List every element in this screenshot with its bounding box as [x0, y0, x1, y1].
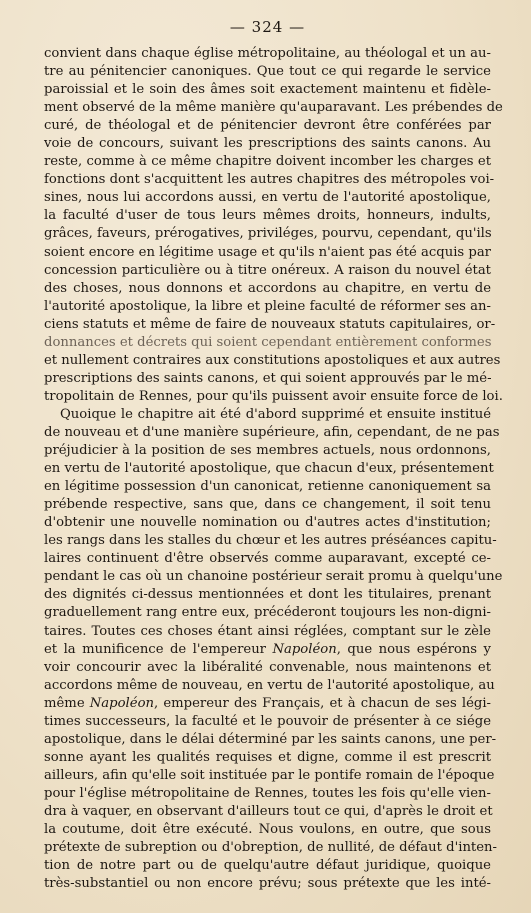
- text-line: pour l'église métropolitaine de Rennes, toutes les fois qu'elle vien-: [44, 785, 491, 801]
- text-line: ciens statuts et même de faire de nouveaux statuts capitulaires, or-: [44, 316, 496, 332]
- text-line: taires. Toutes ces choses étant ainsi réglées, comptant sur le zèle: [44, 623, 491, 639]
- text-line: prescriptions des saints canons, et qui soient approuvés par le mé-: [44, 370, 492, 386]
- text-line: pendant le cas où un chanoine postérieur serait promu à quelqu'une: [44, 569, 503, 585]
- text-line: tre au pénitencier canoniques. Que tout ce qui regarde le service: [44, 64, 491, 80]
- text-line: en légitime possession d'un canonicat, retienne canoniquement sa: [44, 479, 491, 495]
- text-line: grâces, faveurs, prérogatives, priviléges, pourvu, cependant, qu'ils: [44, 226, 492, 242]
- paragraph-2: [44, 406, 503, 893]
- text-line: tropolitain de Rennes, pour qu'ils puissent avoir ensuite force de loi.: [44, 388, 503, 404]
- name-italic: Napoléon: [272, 641, 337, 657]
- text-line: et la munificence de l'empereur Napoléon, que nous espérons y: [44, 641, 491, 657]
- text-line: laires continuent d'être observés comme auparavant, excepté ce-: [44, 551, 491, 567]
- text-line: prétexte de subreption ou d'obreption, de nullité, de défaut d'inten-: [44, 840, 497, 856]
- text-line: des dignités ci-dessus mentionnées et dont les titulaires, prenant: [44, 587, 491, 603]
- text-line: voir concourir avec la libéralité convenable, nous maintenons et: [44, 659, 491, 675]
- text-line: accordons même de nouveau, en vertu de l'autorité apostolique, au: [44, 677, 495, 693]
- text-line: la coutume, doit être exécuté. Nous voulons, en outre, que sous: [44, 822, 491, 838]
- text-line: voie de concours, suivant les prescriptions des saints canons. Au: [44, 136, 491, 152]
- text-line: prébende respective, sans que, dans ce changement, il soit tenu: [44, 497, 491, 513]
- text-line: convient dans chaque église métropolitaine, au théologal et un au-: [44, 46, 491, 61]
- text-line: donnances et décrets qui soient cependant entièrement conformes: [44, 334, 492, 350]
- body-text: [44, 45, 503, 893]
- text-line: dra à vaquer, en observant d'ailleurs tout ce qui, d'après le droit et: [44, 803, 493, 819]
- page-number: — 324 —: [229, 18, 306, 36]
- text-line: graduellement rang entre eux, précéderont toujours les non-digni-: [44, 605, 491, 621]
- text-line: curé, de théologal et de pénitencier devront être conférées par: [44, 118, 491, 134]
- text-line: très-substantiel ou non encore prévu; sous prétexte que les inté-: [44, 876, 491, 892]
- text-line: sonne ayant les qualités requises et digne, comme il est prescrit: [44, 749, 491, 765]
- name-italic: Napoléon: [89, 695, 155, 711]
- text-line: ailleurs, afin qu'elle soit instituée par le pontife romain de l'époque: [44, 767, 495, 783]
- text-line: même Napoléon, empereur des Français, et à chacun de ses légi-: [44, 695, 491, 711]
- text-line: concession particulière ou à titre onéreux. A raison du nouvel état: [44, 262, 491, 278]
- text-line: fonctions dont s'acquittent les autres chapitres des métropoles voi-: [44, 172, 495, 188]
- text-line: préjudicier à la position de ses membres actuels, nous ordonnons,: [44, 443, 491, 459]
- text-line: soient encore en légitime usage et qu'ils n'aient pas été acquis par: [44, 244, 491, 260]
- text-line: paroissial et le soin des âmes soit exactement maintenu et fidèle-: [44, 82, 491, 98]
- text-line: des choses, nous donnons et accordons au chapitre, en vertu de: [44, 280, 491, 296]
- paragraph-1: [44, 45, 503, 406]
- text-line: Quoique le chapitre ait été d'abord supprimé et ensuite institué: [60, 406, 491, 422]
- text-line: de nouveau et d'une manière supérieure, afin, cependant, de ne pas: [44, 424, 500, 440]
- text-line: en vertu de l'autorité apostolique, que chacun d'eux, présentement: [44, 461, 494, 477]
- text-line: et nullement contraires aux constitutions apostoliques et aux autres: [44, 352, 501, 368]
- text-line: times successeurs, la faculté et le pouvoir de présenter à ce siége: [44, 713, 491, 729]
- text-line: reste, comme à ce même chapitre doivent incomber les charges et: [44, 154, 491, 170]
- text-line: d'obtenir une nouvelle nomination ou d'autres actes d'institution;: [44, 515, 491, 531]
- text-line: apostolique, dans le délai déterminé par les saints canons, une per-: [44, 731, 497, 747]
- text-line: sines, nous lui accordons aussi, en vertu de l'autorité apostolique,: [44, 190, 491, 206]
- text-line: ment observé de la même manière qu'auparavant. Les prébendes de: [44, 100, 503, 116]
- text-line: les rangs dans les stalles du chœur et les autres préséances capitu-: [44, 533, 497, 549]
- text-line: l'autorité apostolique, la libre et pleine faculté de réformer ses an-: [44, 298, 491, 314]
- text-line: tion de notre part ou de quelqu'autre défaut juridique, quoique: [44, 858, 491, 874]
- text-line: la faculté d'user de tous leurs mêmes droits, honneurs, indults,: [44, 208, 491, 224]
